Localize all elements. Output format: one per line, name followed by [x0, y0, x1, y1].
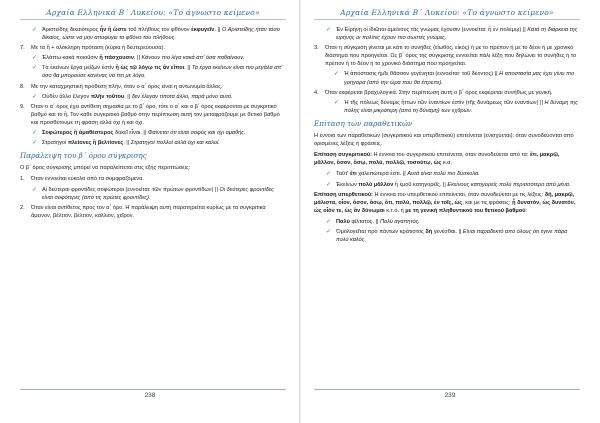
running-header: Αρχαία Ελληνικά Β΄ Λυκείου: «Το άγνωστο κείμενο» [314, 8, 580, 20]
checkmark-icon: ✓ [32, 93, 38, 100]
example-item: ✓ Ἡ ἀπόστασις ἡμῖν θᾶσσον γεγένηται (εννοείται: τοῦ δέοντος) || Η αποστασία μας έχει γίνει πιο γρήγορα (από την ώρα που θα έπρεπε). [334, 71, 575, 86]
list-item-8: 8. Με την καταχρηστική πρόθεση πλήν, όταν ο α΄ όρος είναι η αντωνυμία ἄλλος. [20, 83, 223, 90]
paragraph: Επίταση υπερθετικού: Η έννοια του υπερθετικού επιτείνεται, όταν συνοδεύεται με τις λέξεις: δή, μακρῷ, μάλιστα, οἷον, ὅσον, ὅσῳ, ὅτι, πολύ, πολλῷ, ἐν τοῖς, ὡς, και με τις φράσεις: ᾗ δυνατόν, ὡς δυνατόν, ὡς οἷόν τε, ὡς ἂν δύνωμαι κ.τ.ό. ή με τη γενική πληθυντικού του θετικού βαθμού: [314, 191, 576, 214]
example-item: ✓ Παλὺ φίλτατος. || Πολύ αγαπητός. [326, 218, 420, 225]
example-item: ✓ Ἐκείνων πολὺ μᾶλλον ἢ ἐμοῦ κατηγορεῖς. || Εκείνους κατηγορείς πολύ περισσότερο από μένα. [326, 181, 571, 188]
footer-rule [314, 389, 580, 390]
example-item: ✓ Ὁμολογεῖται πρὸ πάντων κράτιστος δὴ γενέσθαι. || Είναι παραδεκτό από όλους ότι έγινε πάρα πολύ καλός. [326, 228, 568, 244]
checkmark-icon: ✓ [32, 130, 38, 137]
list-item-4: 4. Όταν εκφέρεται βραχυλογικά. Στην περίπτωση αυτή ο β΄ όρος εκφέρεται συνήθως με γενική. [314, 89, 553, 96]
example-item: ✓ Τὰ ἐκείνων ἔργα μείζων ἐστὶν ἢ ὡς τῷ λόγῳ τις ἂν εἴποι. || Τα έργα εκείνων είναι πιο μεγάλα απ' όσο θα μπορούσε κανένας να πει με λόγο. [32, 65, 283, 80]
checkmark-icon: ✓ [326, 228, 332, 235]
list-item-3: 3. Όταν η σύγκριση γίνεται με κάτι το συνήθες (εἰωθός, εἰκός) ή με το πρέπον ή με το δέον ή με χρονικό διάστημα που προηγείται. Ως β΄ όρος της σύγκρισης εννοείται πάλι λέξη που δηλώνει το συνήθες ή το πρέπον ή το δέον ή το χρονικό διάστημα που προηγείται. [314, 45, 577, 68]
example-item: ✓ Αἱ δεύτεραι φροντίδες σοφώτεραι (εννοείται: τῶν πρώτων φροντίδων) || Οι δεύτερες φροντίδες είναι σοφότερες (από τις πρώτες φροντίδες). [32, 186, 274, 201]
example-item: ✓ Ἀριστείδης δικαιότερος ἦν ἢ ὥστε τοῦ πλήθους τὸν φθόνον ἐκφυγεῖν. || Ο Αριστείδης ήταν τόσο δίκαιος, ώστε να μην αποφύγει το φθόνο του πλήθους. [32, 27, 280, 42]
checkmark-icon: ✓ [326, 27, 332, 33]
checkmark-icon: ✓ [32, 27, 38, 33]
checkmark-icon: ✓ [334, 71, 340, 78]
section-heading: Παράλειψη του β΄ όρου σύγκρισης [20, 151, 147, 161]
list-item-9: 9. Όταν ο α΄ όρος έχει αντίθετη σημασία με το β΄ όρο, τότε ο α΄ και ο β΄ όρος εκφέρονται με συγκριτικό βαθμό και το ἢ. Τον κάθε συγκριτικό βαθμό στην περίπτωση αυτή τον μεταφράζουμε με θετικό βαθμό και προσθέτουμε τη φράση αλλά όχι ή και όχι. [20, 103, 280, 126]
example-item: ✓ Ἐν Εἰρήνῃ οἱ ἰδιῶται ἀμείνους τὰς γνώμας ἔχουσιν (εννοείται: ἢ ἐν πολέμῳ) || Κατά τη διάρκεια της ειρήνης οι πολίτες έχουν πιο σωστές γνώμες. [326, 27, 578, 42]
section-heading: Επίταση των παραθετικών [314, 118, 413, 128]
example-item: ✓ Στρατηγοὶ πλείονες ἢ βελτίονες. || Στρατηγοί πολλοί αλλά όχι και καλοί. [32, 140, 220, 147]
checkmark-icon: ✓ [32, 140, 38, 147]
checkmark-icon: ✓ [334, 99, 340, 106]
example-item: ✓ Ταῦτ' ἔτι χαλεπώτερά ἐστι. || Αυτά είναι πολύ πιο δύσκολα. [326, 171, 480, 178]
right-content [314, 26, 580, 244]
paragraph: Επίταση συγκριτικού: Η έννοια του συγκριτικού επιτείνεται, όταν συνοδεύεται από τα: ἔτι, μακρῷ, μᾶλλον, ὅσον, ὅσῳ, πολύ, πολλῷ, τοσούτῳ, ὡς κ.α. [314, 152, 560, 167]
page-number: 238 [144, 392, 156, 399]
checkmark-icon: ✓ [326, 171, 332, 178]
checkmark-icon: ✓ [32, 186, 38, 193]
page-number: 239 [444, 392, 456, 399]
right-page [300, 0, 600, 423]
checkmark-icon: ✓ [326, 181, 332, 188]
footer-rule [20, 389, 286, 390]
paragraph: Ο β΄ όρος σύγκρισης μπορεί να παραλείπεται στις εξής περιπτώσεις: [20, 165, 191, 172]
example-item: ✓ Οὐδὲν ἄλλο ἔλεγον πλὴν τοῦτου. || δεν έλεγαν τίποτα άλλο, παρά μόνο αυτό. [32, 93, 233, 100]
checkmark-icon: ✓ [32, 65, 38, 72]
running-header: Αρχαία Ελληνικά Β΄ Λυκείου: «Το άγνωστο κείμενο» [20, 8, 286, 20]
left-content [20, 26, 286, 220]
checkmark-icon: ✓ [32, 55, 38, 62]
list-item-7: 7. Με τα ἢ + ολόκληρη πρόταση (κύρια ή δευτερεύουσα). [20, 45, 166, 52]
list-item-2: 2. Όταν είναι αντίθετος προς τον α΄ όρο. Η παράλειψη αυτή παρατηρείται κυρίως με τα συγκριτικά ἄμεινον, βέλτιον, βέλτιον, κάλλιον, χεῖρον. [20, 204, 266, 219]
example-item: ✓ Ἐλάττω κακὰ ποιοῦσιν ἢ πάσχουσιν. || Κάνουν πιο λίγα κακά απ' όσα παθαίνουν. [32, 55, 245, 62]
example-item: ✓ Ἡ τῆς πόλεως δύναμις ἥττων τῶν ἐναντίων ἐστίν (τῆς δυνάμεως τῶν ἐναντίων) || Η δύναμη της πόλης είναι μικρότερη (από τη δύναμη) των εχθρών. [334, 99, 578, 114]
example-item: ✓ Σοφώτερος ἢ ἀμαθέστερος δοκεῖ εἶναι. || Φαίνεται ότι είναι σοφός και όχι αμαθής. [32, 130, 246, 137]
list-item-1: 1. Όταν εννοείται εύκολα από τα συμφραζόμενα. [20, 176, 144, 183]
checkmark-icon: ✓ [326, 218, 332, 225]
paragraph: Η έννοια των παραθετικών (συγκριτικού και υπερθετικού) επιτείνεται (ενισχύεται), όταν συνοδεύονται από ορισμένες λέξεις ή φράσεις. [314, 133, 574, 148]
